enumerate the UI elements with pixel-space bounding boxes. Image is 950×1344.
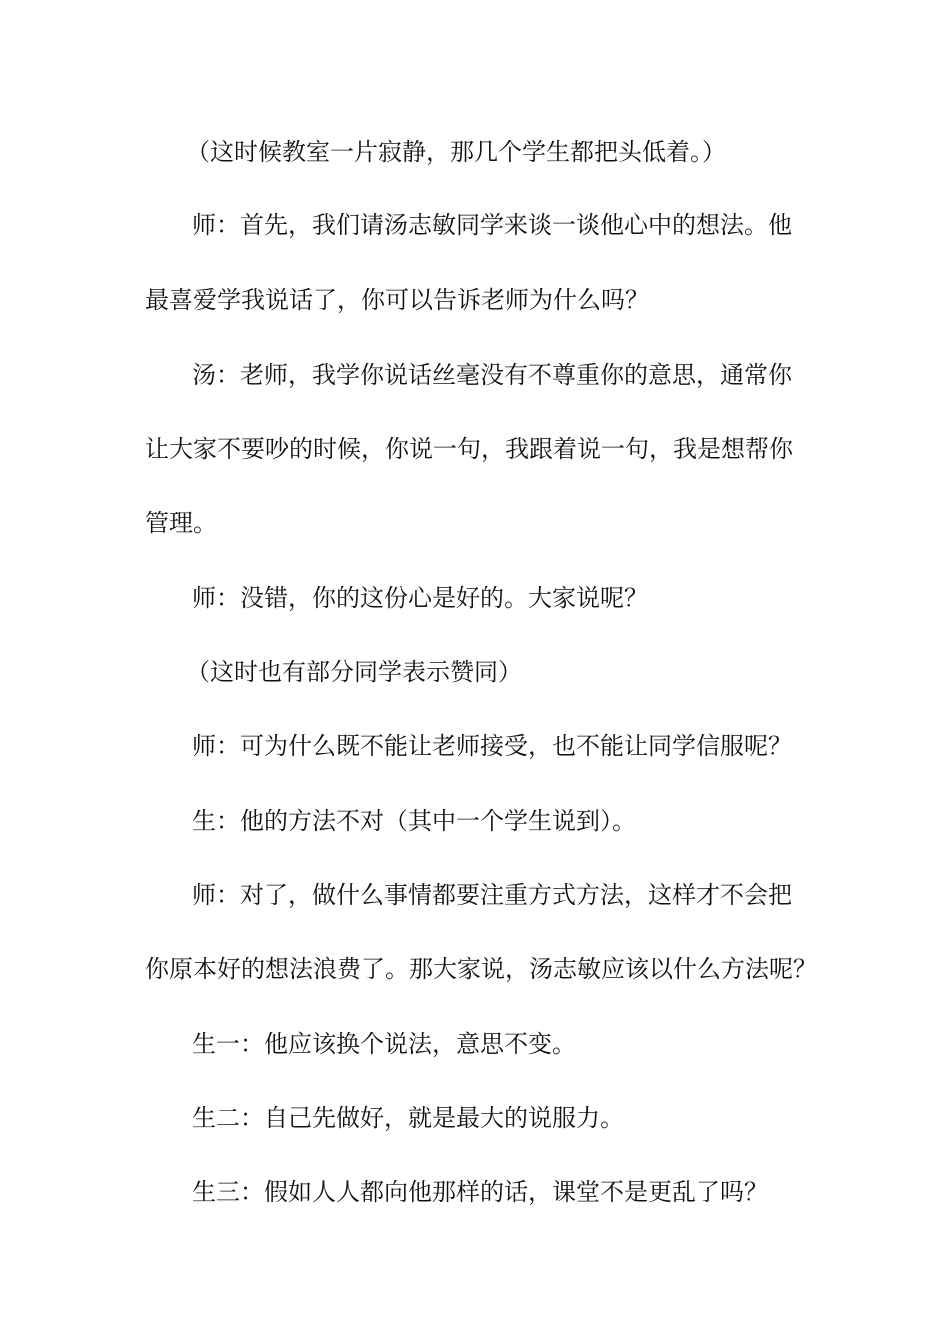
- paragraph-line: 生二：自己先做好，就是最大的说服力。: [192, 1104, 624, 1132]
- paragraph-line: 生一：他应该换个说法，意思不变。: [192, 1030, 576, 1058]
- paragraph-line: 你原本好的想法浪费了。那大家说，汤志敏应该以什么方法呢？: [145, 955, 817, 983]
- paragraph-line: 汤：老师，我学你说话丝毫没有不尊重你的意思，通常你: [192, 361, 792, 389]
- paragraph-line: 生三：假如人人都向他那样的话，课堂不是更乱了吗？: [192, 1178, 768, 1206]
- paragraph-line: 生：他的方法不对（其中一个学生说到）。: [192, 807, 636, 835]
- paragraph-line: 师：没错，你的这份心是好的。大家说呢？: [192, 584, 648, 612]
- paragraph-line: 师：首先，我们请汤志敏同学来谈一谈他心中的想法。他: [192, 211, 792, 239]
- paragraph-line: 师：可为什么既不能让老师接受，也不能让同学信服呢？: [192, 732, 792, 760]
- paragraph-stage-direction: （这时也有部分同学表示赞同）: [186, 658, 522, 686]
- paragraph-line: 最喜爱学我说话了，你可以告诉老师为什么吗？: [145, 286, 649, 314]
- paragraph-line: 师：对了，做什么事情都要注重方式方法，这样才不会把: [192, 881, 792, 909]
- paragraph-stage-direction: （这时候教室一片寂静，那几个学生都把头低着。）: [186, 138, 726, 166]
- paragraph-line: 让大家不要吵的时候，你说一句，我跟着说一句，我是想帮你: [145, 435, 793, 463]
- paragraph-line: 管理。: [145, 509, 217, 537]
